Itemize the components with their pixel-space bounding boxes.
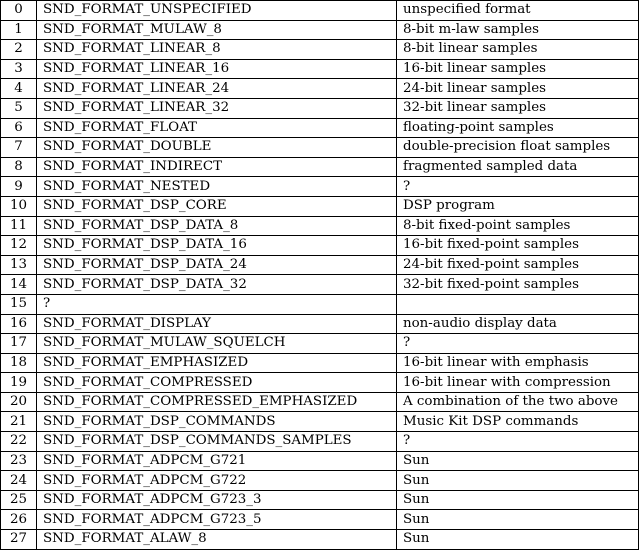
format-description-cell: Sun [397, 530, 639, 550]
format-name-cell: SND_FORMAT_ADPCM_G723_3 [37, 490, 397, 510]
table-row [1, 216, 639, 236]
table-row [1, 40, 639, 60]
format-code-cell: 9 [1, 177, 37, 197]
format-code-cell: 25 [1, 490, 37, 510]
format-description-cell: DSP program [397, 196, 639, 216]
format-name-cell: SND_FORMAT_ALAW_8 [37, 530, 397, 550]
table-row [1, 1, 639, 21]
format-name-cell: SND_FORMAT_LINEAR_16 [37, 59, 397, 79]
format-description-cell: ? [397, 177, 639, 197]
format-description-cell: A combination of the two above [397, 392, 639, 412]
table-row [1, 98, 639, 118]
table-row [1, 236, 639, 256]
format-code-cell: 2 [1, 40, 37, 60]
format-name-cell: SND_FORMAT_NESTED [37, 177, 397, 197]
format-name-cell: SND_FORMAT_ADPCM_G722 [37, 471, 397, 491]
format-code-cell: 26 [1, 510, 37, 530]
format-name-cell: SND_FORMAT_DSP_DATA_32 [37, 275, 397, 295]
table-row [1, 196, 639, 216]
format-description-cell: 24-bit fixed-point samples [397, 255, 639, 275]
format-name-cell: SND_FORMAT_LINEAR_24 [37, 79, 397, 99]
table-row [1, 432, 639, 452]
table-row [1, 490, 639, 510]
format-description-cell [397, 294, 639, 314]
table-row [1, 334, 639, 354]
format-code-cell: 20 [1, 392, 37, 412]
table-row [1, 373, 639, 393]
table-row [1, 275, 639, 295]
format-name-cell: SND_FORMAT_DISPLAY [37, 314, 397, 334]
format-description-cell: 8-bit fixed-point samples [397, 216, 639, 236]
format-code-cell: 10 [1, 196, 37, 216]
format-description-cell: double-precision float samples [397, 138, 639, 158]
format-description-cell: Music Kit DSP commands [397, 412, 639, 432]
table-row [1, 118, 639, 138]
table-row [1, 255, 639, 275]
format-code-cell: 11 [1, 216, 37, 236]
format-code-cell: 1 [1, 20, 37, 40]
format-code-cell: 27 [1, 530, 37, 550]
format-description-cell: 16-bit linear with emphasis [397, 353, 639, 373]
format-name-cell: SND_FORMAT_ADPCM_G721 [37, 451, 397, 471]
format-name-cell: SND_FORMAT_UNSPECIFIED [37, 1, 397, 21]
format-code-cell: 5 [1, 98, 37, 118]
table-row [1, 138, 639, 158]
table-row [1, 471, 639, 491]
format-name-cell: SND_FORMAT_INDIRECT [37, 157, 397, 177]
format-description-cell: 32-bit linear samples [397, 98, 639, 118]
format-description-cell: 8-bit m-law samples [397, 20, 639, 40]
format-name-cell: SND_FORMAT_DSP_DATA_24 [37, 255, 397, 275]
format-description-cell: ? [397, 432, 639, 452]
format-code-cell: 13 [1, 255, 37, 275]
format-name-cell: SND_FORMAT_COMPRESSED [37, 373, 397, 393]
format-code-cell: 21 [1, 412, 37, 432]
format-name-cell: SND_FORMAT_MULAW_8 [37, 20, 397, 40]
format-code-cell: 24 [1, 471, 37, 491]
format-name-cell: SND_FORMAT_COMPRESSED_EMPHASIZED [37, 392, 397, 412]
format-code-cell: 7 [1, 138, 37, 158]
format-description-cell: non-audio display data [397, 314, 639, 334]
format-description-cell: 16-bit linear with compression [397, 373, 639, 393]
format-name-cell: SND_FORMAT_DSP_DATA_8 [37, 216, 397, 236]
format-code-cell: 17 [1, 334, 37, 354]
format-name-cell: SND_FORMAT_DSP_COMMANDS_SAMPLES [37, 432, 397, 452]
format-description-cell: Sun [397, 510, 639, 530]
format-name-cell: SND_FORMAT_LINEAR_8 [37, 40, 397, 60]
format-name-cell: SND_FORMAT_EMPHASIZED [37, 353, 397, 373]
format-code-cell: 3 [1, 59, 37, 79]
format-name-cell: SND_FORMAT_DSP_CORE [37, 196, 397, 216]
table-row [1, 157, 639, 177]
table-row [1, 392, 639, 412]
format-code-cell: 12 [1, 236, 37, 256]
format-description-cell: 32-bit fixed-point samples [397, 275, 639, 295]
table-row [1, 294, 639, 314]
format-code-cell: 8 [1, 157, 37, 177]
format-description-cell: 8-bit linear samples [397, 40, 639, 60]
format-description-cell: Sun [397, 451, 639, 471]
format-description-cell: floating-point samples [397, 118, 639, 138]
format-code-cell: 0 [1, 1, 37, 21]
format-description-cell: 16-bit linear samples [397, 59, 639, 79]
format-description-cell: Sun [397, 490, 639, 510]
format-description-cell: unspecified format [397, 1, 639, 21]
sound-format-table-body [1, 1, 639, 550]
format-description-cell: Sun [397, 471, 639, 491]
table-row [1, 510, 639, 530]
table-row [1, 451, 639, 471]
format-name-cell: SND_FORMAT_LINEAR_32 [37, 98, 397, 118]
format-name-cell: SND_FORMAT_FLOAT [37, 118, 397, 138]
format-description-cell: fragmented sampled data [397, 157, 639, 177]
format-code-cell: 19 [1, 373, 37, 393]
table-row [1, 20, 639, 40]
table-row [1, 412, 639, 432]
format-name-cell: SND_FORMAT_DSP_COMMANDS [37, 412, 397, 432]
table-row [1, 177, 639, 197]
table-row [1, 530, 639, 550]
format-code-cell: 15 [1, 294, 37, 314]
format-code-cell: 23 [1, 451, 37, 471]
format-code-cell: 16 [1, 314, 37, 334]
format-code-cell: 6 [1, 118, 37, 138]
format-code-cell: 14 [1, 275, 37, 295]
format-name-cell: SND_FORMAT_DOUBLE [37, 138, 397, 158]
format-description-cell: 24-bit linear samples [397, 79, 639, 99]
table-row [1, 79, 639, 99]
format-description-cell: ? [397, 334, 639, 354]
format-name-cell: SND_FORMAT_ADPCM_G723_5 [37, 510, 397, 530]
format-description-cell: 16-bit fixed-point samples [397, 236, 639, 256]
format-name-cell: ? [37, 294, 397, 314]
table-row [1, 314, 639, 334]
table-row [1, 59, 639, 79]
format-code-cell: 4 [1, 79, 37, 99]
format-name-cell: SND_FORMAT_MULAW_SQUELCH [37, 334, 397, 354]
format-code-cell: 22 [1, 432, 37, 452]
table-row [1, 353, 639, 373]
format-name-cell: SND_FORMAT_DSP_DATA_16 [37, 236, 397, 256]
format-code-cell: 18 [1, 353, 37, 373]
